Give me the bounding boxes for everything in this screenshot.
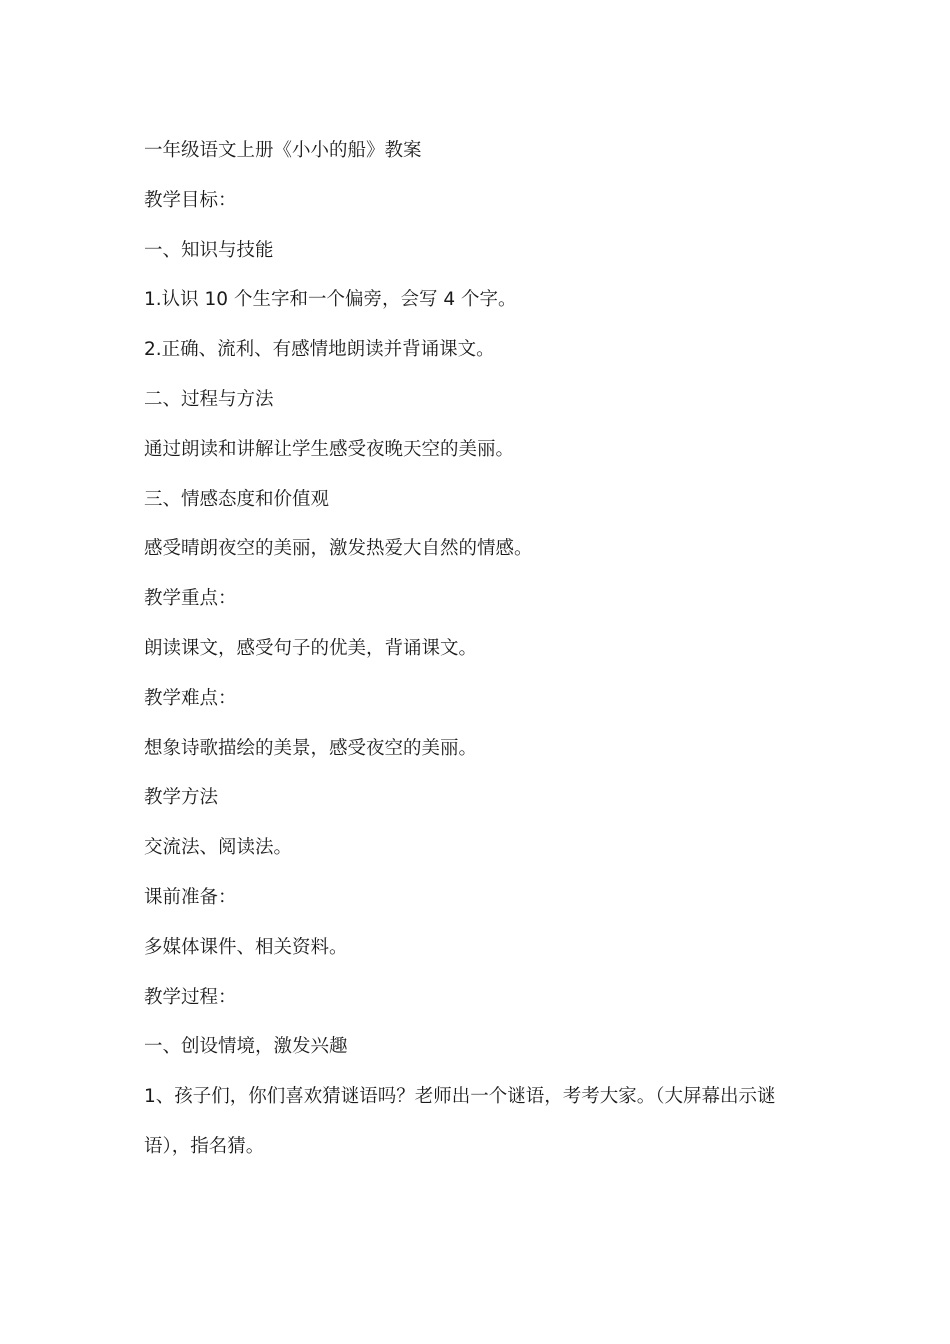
key-points-text: 朗读课文，感受句子的优美，背诵课文。 bbox=[144, 637, 478, 659]
section-heading-process: 教学过程： bbox=[144, 986, 237, 1008]
section-heading-key-points: 教学重点： bbox=[144, 588, 237, 610]
process-step-1-line-2: 语），指名猜。 bbox=[144, 1135, 265, 1157]
objective-item-2: 2.正确、流利、有感情地朗读并背诵课文。 bbox=[144, 339, 495, 361]
subheading-knowledge-skills: 一、知识与技能 bbox=[144, 239, 274, 261]
subheading-process-method: 二、过程与方法 bbox=[144, 388, 274, 410]
process-method-text: 通过朗读和讲解让学生感受夜晚天空的美丽。 bbox=[144, 438, 515, 460]
section-heading-preparation: 课前准备： bbox=[144, 886, 237, 908]
document-body bbox=[144, 126, 816, 1172]
difficulties-text: 想象诗歌描绘的美景，感受夜空的美丽。 bbox=[144, 737, 478, 759]
section-heading-methods: 教学方法 bbox=[144, 787, 219, 809]
subheading-emotion-values: 三、情感态度和价值观 bbox=[144, 488, 330, 510]
objective-item-1: 1.认识 10 个生字和一个偏旁，会写 4 个字。 bbox=[144, 289, 517, 311]
subheading-create-situation: 一、创设情境，激发兴趣 bbox=[144, 1036, 348, 1058]
emotion-values-text: 感受晴朗夜空的美丽，激发热爱大自然的情感。 bbox=[144, 538, 533, 560]
section-heading-objectives: 教学目标： bbox=[144, 189, 237, 211]
process-step-1-line-1: 1、孩子们，你们喜欢猜谜语吗？老师出一个谜语，考考大家。（大屏幕出示谜 bbox=[144, 1086, 776, 1108]
document-title: 一年级语文上册《小小的船》教案 bbox=[144, 140, 422, 161]
methods-text: 交流法、阅读法。 bbox=[144, 837, 293, 859]
section-heading-difficulties: 教学难点： bbox=[144, 687, 237, 709]
preparation-text: 多媒体课件、相关资料。 bbox=[144, 936, 348, 958]
